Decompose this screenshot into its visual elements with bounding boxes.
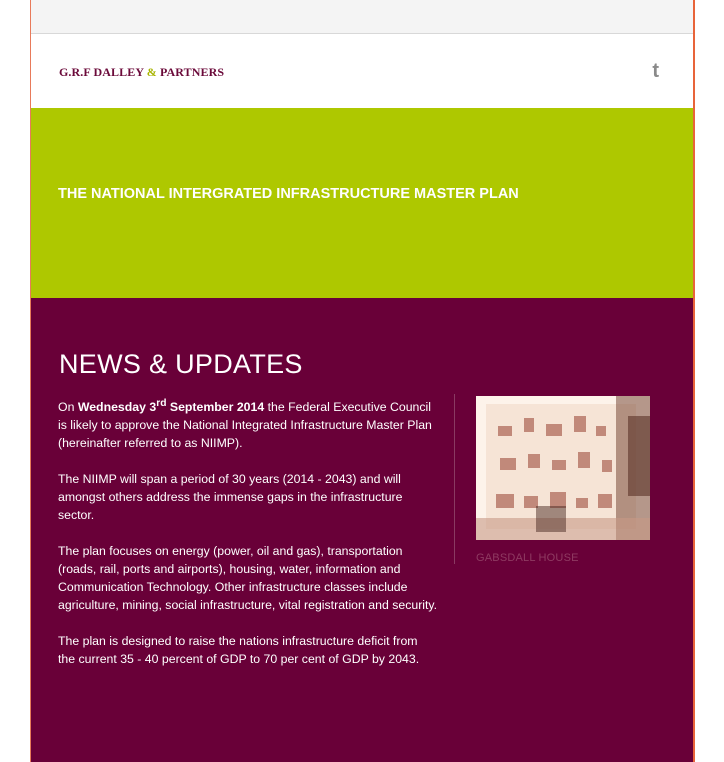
p1-month: September 2014 — [166, 400, 265, 415]
p1-date: Wednesday 3 — [77, 400, 157, 415]
p1-on: On — [58, 400, 78, 415]
brand-name-part2: PARTNERS — [156, 65, 225, 79]
brand-ampersand: & — [146, 65, 157, 79]
banner-title: THE NATIONAL INTERGRATED INFRASTRUCTURE MASTER PLAN — [58, 186, 519, 202]
building-photo — [476, 396, 650, 540]
banner — [31, 108, 693, 298]
p1-rest: the Federal Executive Council is likely to approve the National Integrated Infrastructure Master Plan (hereinafter referred to as NIIMP). — [58, 400, 432, 451]
news-section — [31, 298, 693, 762]
article-paragraph-2: The NIIMP will span a period of 30 years (2014 - 2043) and will amongst others address the immense gaps in the infrastructure sector. — [58, 472, 403, 523]
news-article — [58, 395, 438, 686]
article-paragraph-1 — [58, 395, 438, 452]
article-paragraph-3: The plan focuses on energy (power, oil and gas), transportation (roads, rail, ports and airports), housing, water, information and Communication Technology. Other infrastructure classes include agriculture, mining, social infrastructure, vital registration and security. — [58, 544, 438, 613]
p1-date-suffix: rd — [156, 398, 167, 409]
header — [31, 34, 693, 108]
brand-logo[interactable] — [59, 65, 224, 80]
top-bar — [31, 0, 693, 34]
twitter-icon[interactable]: t — [652, 60, 659, 82]
brand-name-part1: G.R.F DALLEY — [59, 65, 147, 79]
building-image[interactable] — [476, 396, 650, 540]
email-frame — [30, 0, 695, 762]
column-divider — [454, 394, 455, 564]
image-caption: GABSDALL HOUSE — [476, 552, 579, 564]
article-paragraph-4: The plan is designed to raise the nations infrastructure deficit from the current 35 - 40 percent of GDP to 70 per cent of GDP by 2043. — [58, 634, 420, 667]
news-heading: NEWS & UPDATES — [59, 349, 303, 379]
